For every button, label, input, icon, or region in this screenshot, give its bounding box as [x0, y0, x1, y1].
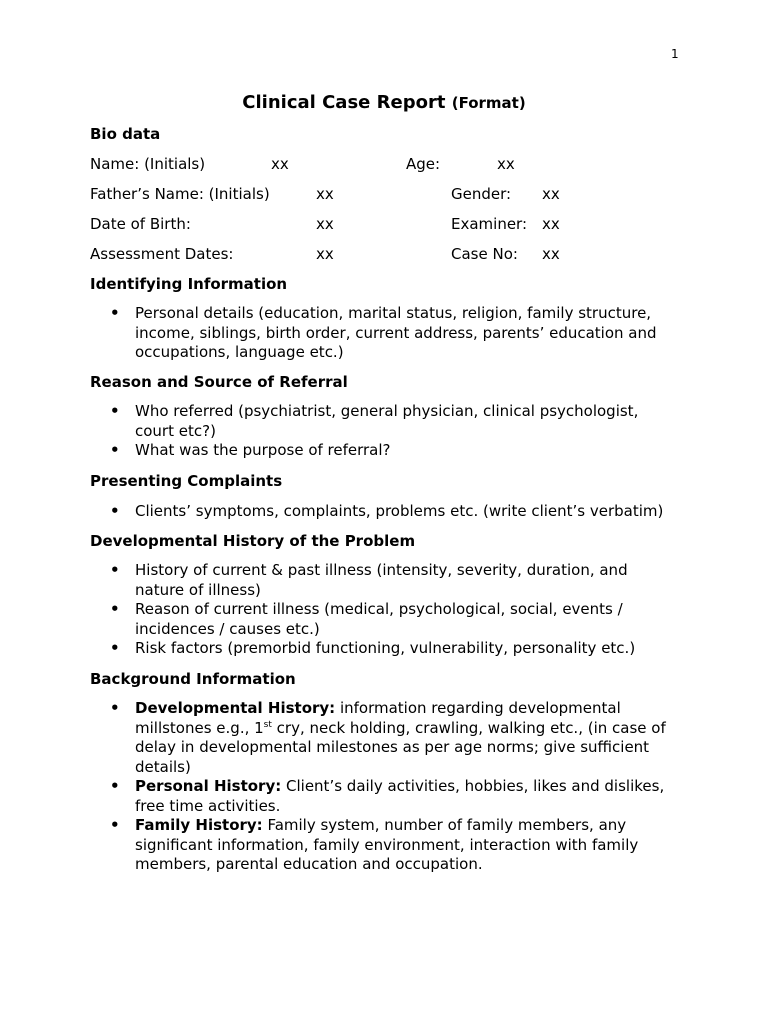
- value-assessment-dates: xx: [316, 245, 334, 263]
- value-age: xx: [497, 155, 515, 173]
- list-item: • Personal details (education, marital status, religion, family structure, income, siblings, birth order, current address, parents’ education and occupations, language etc.): [90, 304, 680, 363]
- value-father-name: xx: [316, 185, 334, 203]
- list-background-information: [90, 699, 680, 875]
- value-name: xx: [271, 155, 289, 173]
- list-item: • Clients’ symptoms, complaints, problems etc. (write client’s verbatim): [90, 502, 680, 522]
- label-case-no: Case No:: [451, 245, 518, 263]
- heading-background-information: Background Information: [90, 670, 296, 688]
- personal-history-text: Client’s daily activities, hobbies, likes and dislikes, free time activities.: [135, 777, 665, 815]
- list-identifying-information: [90, 304, 680, 363]
- list-item-family-history: [90, 816, 680, 875]
- list-referral: [90, 402, 680, 461]
- heading-referral: Reason and Source of Referral: [90, 373, 348, 391]
- title-text: Clinical Case Report: [242, 92, 446, 113]
- list-item: • What was the purpose of referral?: [90, 441, 680, 461]
- heading-presenting-complaints: Presenting Complaints: [90, 472, 283, 490]
- list-item-developmental-history: [90, 699, 680, 777]
- value-gender: xx: [542, 185, 560, 203]
- value-date-of-birth: xx: [316, 215, 334, 233]
- label-examiner: Examiner:: [451, 215, 528, 233]
- label-date-of-birth: Date of Birth:: [90, 215, 191, 233]
- personal-history-label: Personal History:: [135, 777, 282, 795]
- list-item-personal-history: [90, 777, 680, 816]
- developmental-history-text-b: cry, neck holding, crawling, walking etc., (in case of delay in developmental milestones as per age norms; give sufficient details): [135, 718, 666, 776]
- value-examiner: xx: [542, 215, 560, 233]
- heading-developmental-history-problem: Developmental History of the Problem: [90, 532, 416, 550]
- label-assessment-dates: Assessment Dates:: [90, 245, 234, 263]
- list-developmental-history-problem: [90, 561, 680, 659]
- document-title: [0, 91, 768, 115]
- family-history-text: Family system, number of family members, any significant information, family environment, interaction with family members, parental education and occupation.: [135, 816, 639, 873]
- developmental-history-label: Developmental History:: [135, 699, 336, 717]
- list-presenting-complaints: [90, 502, 680, 522]
- label-father-name: Father’s Name: (Initials): [90, 185, 270, 203]
- title-suffix: (Format): [451, 94, 526, 112]
- label-gender: Gender:: [451, 185, 512, 203]
- list-item: • Who referred (psychiatrist, general physician, clinical psychologist, court etc?): [90, 402, 680, 441]
- list-item: • History of current & past illness (intensity, severity, duration, and nature of illness): [90, 561, 680, 600]
- heading-identifying-information: Identifying Information: [90, 275, 288, 293]
- family-history-label: Family History:: [135, 816, 263, 834]
- heading-bio-data: Bio data: [90, 125, 161, 143]
- page-number: 1: [671, 47, 679, 61]
- list-item: • Reason of current illness (medical, psychological, social, events / incidences / causes etc.): [90, 600, 680, 639]
- ordinal-superscript: st: [263, 719, 272, 730]
- label-age: Age:: [406, 155, 441, 173]
- label-name: Name: (Initials): [90, 155, 206, 173]
- value-case-no: xx: [542, 245, 560, 263]
- developmental-history-text-a: information regarding developmental millstones e.g., 1: [135, 699, 621, 737]
- list-item: • Risk factors (premorbid functioning, vulnerability, personality etc.): [90, 639, 680, 659]
